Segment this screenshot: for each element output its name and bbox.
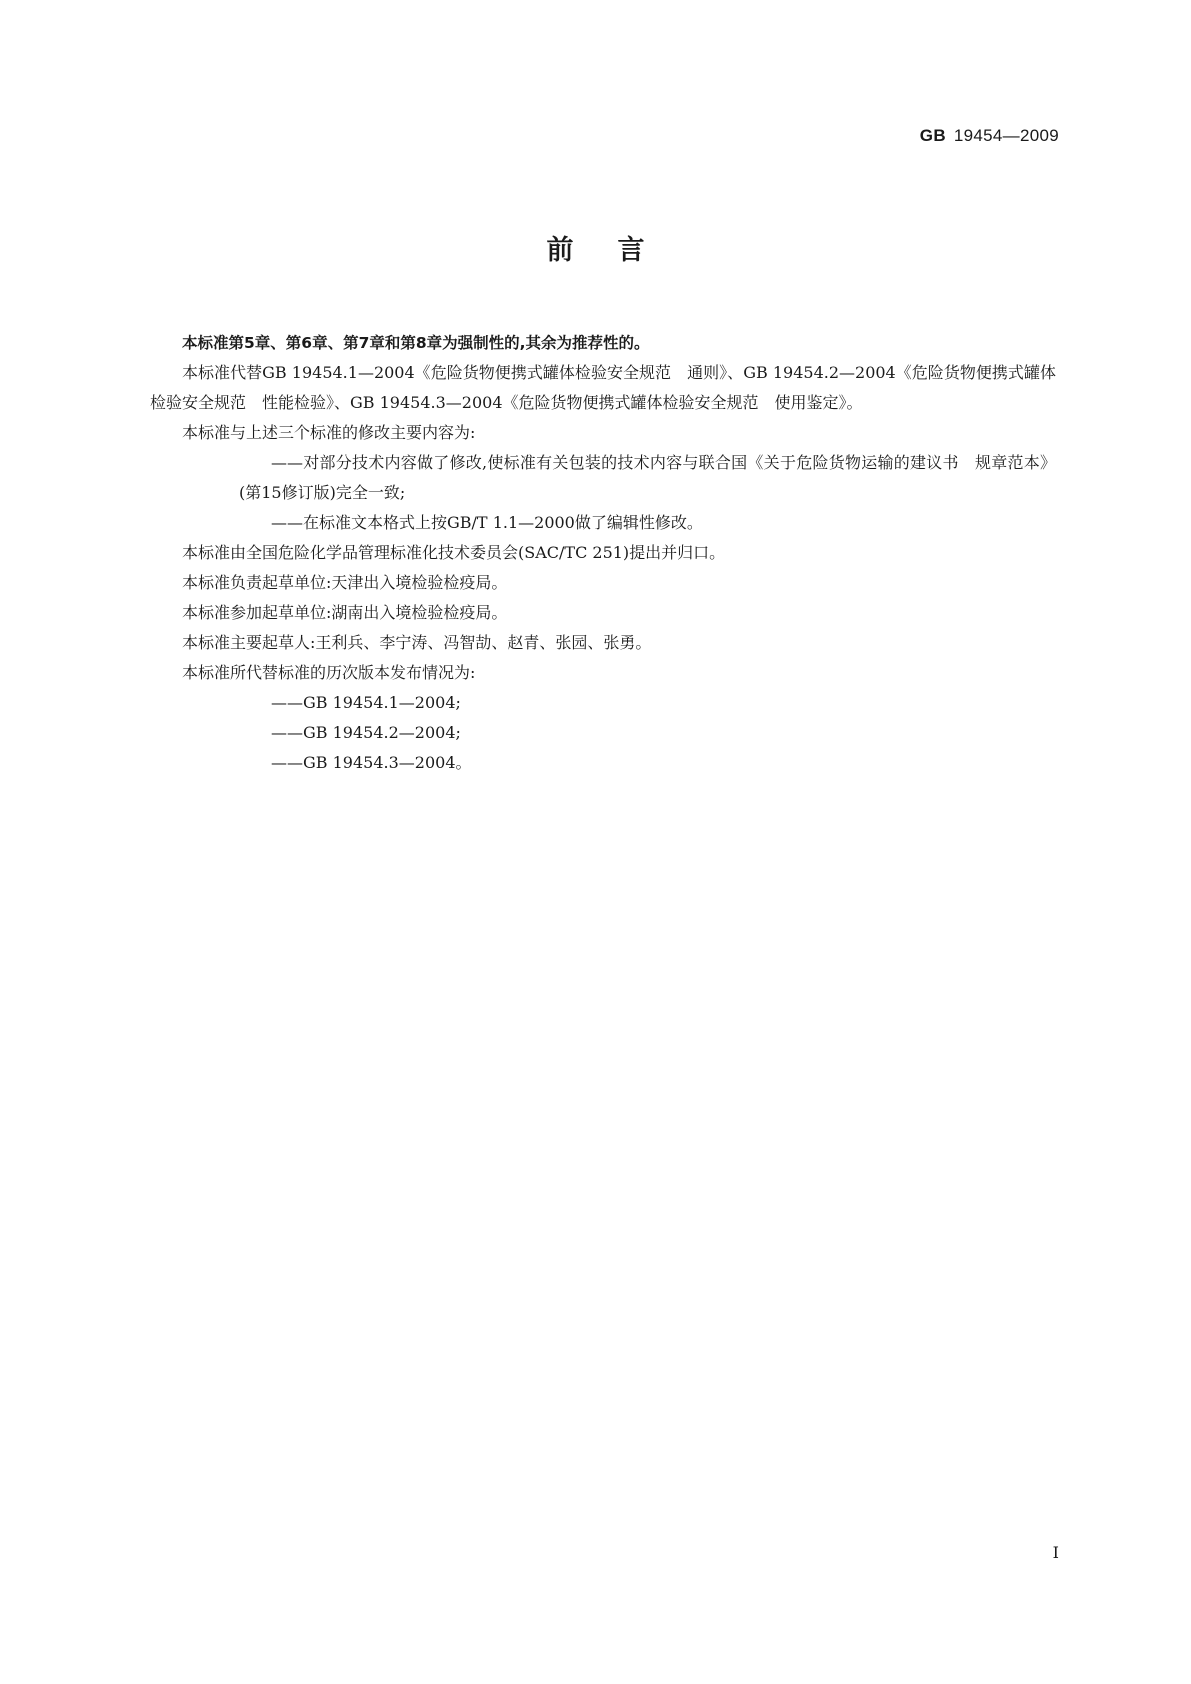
page-number: I <box>1052 1543 1059 1562</box>
proposer-statement: 本标准由全国危险化学品管理标准化技术委员会(SAC/TC 251)提出并归口。 <box>182 543 726 562</box>
standard-code-number: 19454—2009 <box>953 126 1059 145</box>
page-title: 前言 <box>546 235 689 266</box>
mandatory-statement: 本标准第5章、第6章、第7章和第8章为强制性的,其余为推荐性的。 <box>182 334 650 352</box>
change-item-technical: ——对部分技术内容做了修改,使标准有关包装的技术内容与联合国《关于危险货物运输的建议书 规章范本》(第15修订版)完全一致; <box>239 453 1056 502</box>
version-history-intro: 本标准所代替标准的历次版本发布情况为: <box>182 663 476 682</box>
standard-code-prefix: GB <box>919 126 946 145</box>
change-item-format: ——在标准文本格式上按GB/T 1.1—2000做了编辑性修改。 <box>271 513 703 532</box>
version-item-3: ——GB 19454.3—2004。 <box>271 753 472 772</box>
main-drafters: 本标准主要起草人:王利兵、李宁涛、冯智劼、赵青、张园、张勇。 <box>182 633 652 652</box>
participating-drafter-unit: 本标准参加起草单位:湖南出入境检验检疫局。 <box>182 603 508 622</box>
version-item-2: ——GB 19454.2—2004; <box>271 723 461 742</box>
replacement-statement: 本标准代替GB 19454.1—2004《危险货物便携式罐体检验安全规范 通则》、GB 19454.2—2004《危险货物便携式罐体检验安全规范 性能检验》、GB 19454.3—2004《危险货物便携式罐体检验安全规范 使用鉴定》。 <box>150 363 1056 412</box>
foreword-body <box>150 328 1056 778</box>
changes-intro: 本标准与上述三个标准的修改主要内容为: <box>182 423 476 442</box>
lead-drafter-unit: 本标准负责起草单位:天津出入境检验检疫局。 <box>182 573 508 592</box>
version-item-1: ——GB 19454.1—2004; <box>271 693 461 712</box>
standard-code <box>920 126 1059 146</box>
